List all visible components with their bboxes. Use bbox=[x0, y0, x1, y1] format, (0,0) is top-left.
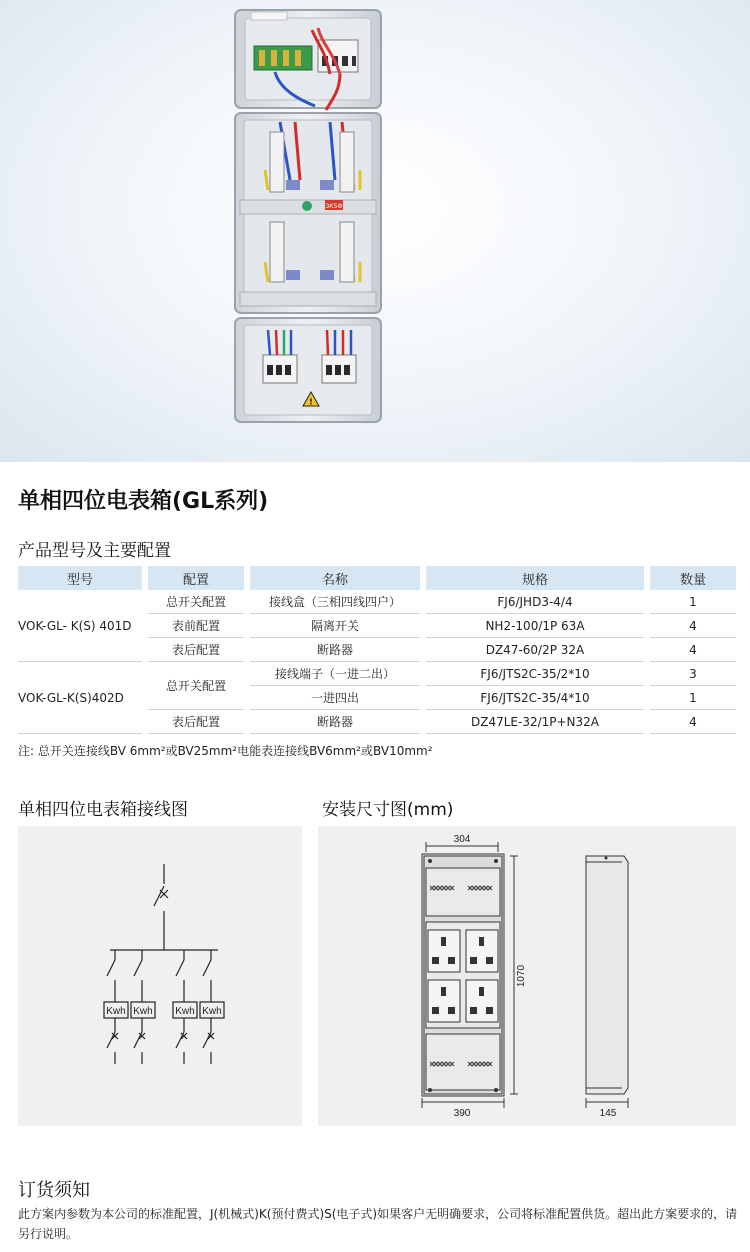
name-cell: 隔离开关 bbox=[250, 614, 420, 638]
middle-compartment bbox=[235, 113, 381, 313]
spec-cell: FJ6/JTS2C-35/4*10 bbox=[426, 686, 644, 710]
product-photo-area bbox=[0, 0, 750, 462]
wiring-diagram bbox=[18, 826, 302, 1126]
page-title: 单相四位电表箱(GL系列) bbox=[18, 489, 269, 514]
order-notice-text: 此方案内参数为本公司的标准配置，J(机械式)K(预付费式)S(电子式)如果客户无明确要求，公司将标准配置供货。超出此方案要求的，请另行说明。 bbox=[18, 1207, 738, 1241]
dimensions-panel bbox=[318, 826, 736, 1126]
table-row bbox=[18, 590, 736, 614]
spec-cell: FJ6/JTS2C-35/2*10 bbox=[426, 662, 644, 686]
section-title-wiring: 单相四位电表箱接线图 bbox=[18, 800, 188, 820]
config-table bbox=[18, 566, 736, 734]
config-cell: 表后配置 bbox=[148, 710, 244, 734]
name-cell: 断路器 bbox=[250, 638, 420, 662]
header-spec: 规格 bbox=[426, 566, 644, 590]
config-cell: 表后配置 bbox=[148, 638, 244, 662]
qty-cell: 4 bbox=[650, 638, 736, 662]
kwh-label: Kwh bbox=[202, 1006, 222, 1017]
dimension-drawing bbox=[318, 826, 736, 1126]
table-header-row bbox=[18, 566, 736, 590]
model-cell: VOK-GL-K(S)402D bbox=[18, 662, 142, 734]
dim-top-width: 304 bbox=[453, 834, 471, 845]
qty-cell: 1 bbox=[650, 590, 736, 614]
spec-cell: DZ47-60/2P 32A bbox=[426, 638, 644, 662]
header-name: 名称 bbox=[250, 566, 420, 590]
order-notice-title: 订货须知 bbox=[18, 1180, 90, 1201]
warning-mark: ! bbox=[309, 397, 313, 407]
name-cell: 接线盒（三相四线四户） bbox=[250, 590, 420, 614]
qty-cell: 3 bbox=[650, 662, 736, 686]
config-cell: 总开关配置 bbox=[148, 590, 244, 614]
kwh-label: Kwh bbox=[175, 1006, 195, 1017]
top-compartment bbox=[235, 10, 381, 110]
name-cell: 一进四出 bbox=[250, 686, 420, 710]
spec-cell: FJ6/JHD3-4/4 bbox=[426, 590, 644, 614]
model-cell: VOK-GL- K(S) 401D bbox=[18, 590, 142, 662]
name-cell: 断路器 bbox=[250, 710, 420, 734]
qty-cell: 1 bbox=[650, 686, 736, 710]
config-cell: 表前配置 bbox=[148, 614, 244, 638]
section-title-dimensions: 安装尺寸图(mm) bbox=[322, 800, 454, 820]
table-row bbox=[18, 662, 736, 686]
dim-height: 1070 bbox=[516, 964, 527, 988]
wiring-diagram-panel bbox=[18, 826, 302, 1126]
kwh-label: Kwh bbox=[106, 1006, 126, 1017]
dim-depth: 145 bbox=[599, 1108, 617, 1119]
header-qty: 数量 bbox=[650, 566, 736, 590]
header-config: 配置 bbox=[148, 566, 244, 590]
header-model: 型号 bbox=[18, 566, 142, 590]
section-title-config: 产品型号及主要配置 bbox=[18, 541, 171, 561]
spec-cell: NH2-100/1P 63A bbox=[426, 614, 644, 638]
bottom-compartment bbox=[235, 318, 381, 422]
spec-cell: DZ47LE-32/1P+N32A bbox=[426, 710, 644, 734]
qty-cell: 4 bbox=[650, 710, 736, 734]
wiring-note: 注: 总开关连接线BV 6mm²或BV25mm²电能表连接线BV6mm²或BV10mm² bbox=[18, 744, 433, 758]
meter-box-illustration bbox=[0, 0, 750, 462]
wire-tag: ЗК5Ф bbox=[325, 203, 343, 210]
kwh-label: Kwh bbox=[133, 1006, 153, 1017]
config-cell: 总开关配置 bbox=[148, 662, 244, 710]
dim-bottom-width: 390 bbox=[453, 1108, 471, 1119]
name-cell: 接线端子（一进二出） bbox=[250, 662, 420, 686]
qty-cell: 4 bbox=[650, 614, 736, 638]
